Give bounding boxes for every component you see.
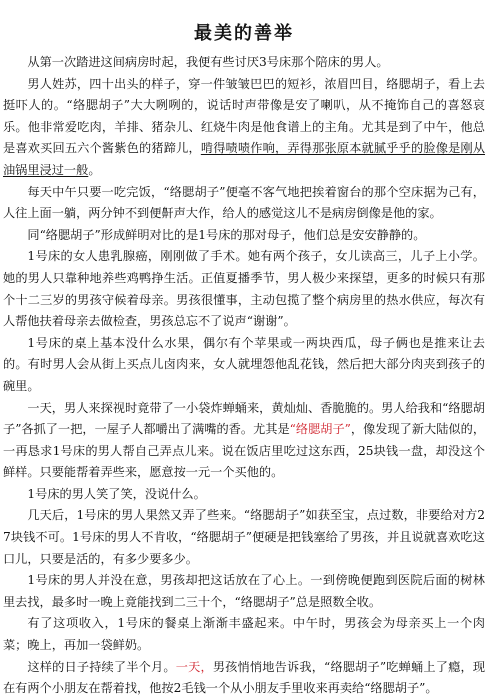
document-body (3, 52, 485, 699)
paragraph-text: 从第一次踏进这间病房时起，我便有些讨厌3号床那个陪床的男人。 (27, 55, 389, 69)
paragraph-p10 (3, 570, 485, 613)
paragraph-text: 同“络腮胡子”形成鲜明对比的是1号床的那对母子，他们总是安安静静的。 (27, 227, 426, 242)
paragraph-text: 一天，男人来探视时竟带了一小袋炸蝉蛹来，黄灿灿、香脆脆的。男人给我和“络腮胡子”各抓了一把，一屋子人都嚼出了满嘴的香。尤其是 (3, 400, 485, 437)
paragraph-text: 有了这项收入，1号床的餐桌上渐渐丰盛起来。中午时，男孩会为母亲买上一个肉菜；晚上，再加一袋鲜奶。 (3, 616, 485, 653)
paragraph-text: 。 (88, 162, 101, 177)
paragraph-text: 1号床的桌上基本没什么水果，偶尔有个苹果或一两块西瓜，母子俩也是推来让去的。有时男人会从街上买点儿卤肉来，女人就埋怨他乱花钱，然后把大部分肉夹到孩子的碗里。 (3, 335, 485, 393)
paragraph-text: 这样的日子持续了半个月。 (27, 659, 176, 674)
paragraph-p2 (3, 74, 485, 182)
highlighted-text: “络腮胡子” (289, 422, 351, 437)
highlighted-text: 一天， (175, 659, 213, 674)
paragraph-text: 男人姓苏，四十出头的样子，穿一件皱皱巴巴的短衫，浓眉凹目，络腮胡子，看上去挺吓人的。“络腮胡子”大大咧咧的，说话时声带像是安了喇叭，从不掩饰自己的喜怒哀乐。他非常爱吃肉，羊排、猪杂儿、红烧牛肉是他食谱上的主角。尤其是到了中午，他总是喜欢买回五六个酱紫色的猪蹄儿， (3, 76, 485, 156)
paragraph-p7 (3, 398, 485, 484)
paragraph-text: 1号床的男人笑了笑，没说什么。 (27, 486, 206, 501)
paragraph-text: ，像发现了新大陆似的，一再恳求1号床的男人帮自己弄点儿来。说在饭店里吃过这东西，25块钱一盘，却没这个鲜样。只要能帮着弄些来，愿意按一元一个买他的。 (3, 422, 486, 480)
paragraph-text: 1号床的女人患乳腺癌，刚刚做了手术。她有两个孩子，女儿读高三，儿子上小学。她的男人只靠种地养些鸡鸭挣生活。正值夏播季节，男人极少来探望，更多的时候只有那个十二三岁的男孩守候着母亲。男孩很懂事，主动包揽了整个病房里的热水供应，每次有人帮他扶着母亲去做检查，男孩总忘不了说声“谢谢”。 (3, 249, 485, 329)
paragraph-text: 男孩悄悄地告诉我，“络腮胡子”吃蝉蛹上了瘾，现在有两个小朋友在帮着找，他按2毛钱一个从小朋友手里收来再卖给“络腮胡子”。 (3, 659, 486, 696)
paragraph-p3 (3, 182, 485, 225)
paragraph-p12 (3, 657, 485, 699)
paragraph-p8 (3, 484, 485, 506)
paragraph-p9 (3, 505, 485, 570)
paragraph-p1 (3, 52, 485, 74)
paragraph-text: 1号床的男人并没在意，男孩却把这话放在了心上。一到傍晚便跑到医院后面的树林里去找，最多时一晚上竟能找到二三十个，“络腮胡子”总是照数全收。 (3, 573, 485, 609)
underlined-text: 啃得啧啧作响，弄得那张原本就腻乎乎的脸像是刚从油锅里浸过一般 (3, 141, 486, 177)
paragraph-text: 每天中午只要一吃完饭，“络腮胡子”便毫不客气地把挨着窗台的那个空床据为己有，人往上面一躺，两分钟不到便鼾声大作，给人的感觉这儿不是病房倒像是他的家。 (3, 184, 485, 221)
paragraph-p4 (3, 225, 485, 247)
document-title: 最美的善举 (194, 23, 294, 44)
paragraph-p6 (3, 333, 485, 398)
paragraph-text: 几天后，1号床的男人果然又弄了些来。“络腮胡子”如获至宝，点过数，非要给对方27块钱不可。1号床的男人不肯收，“络腮胡子”便硬是把钱塞给了男孩，并且说就喜欢吃这口儿，只要是活的，有多少要多少。 (3, 508, 485, 566)
paragraph-p5 (3, 246, 485, 332)
paragraph-p11 (3, 613, 485, 656)
